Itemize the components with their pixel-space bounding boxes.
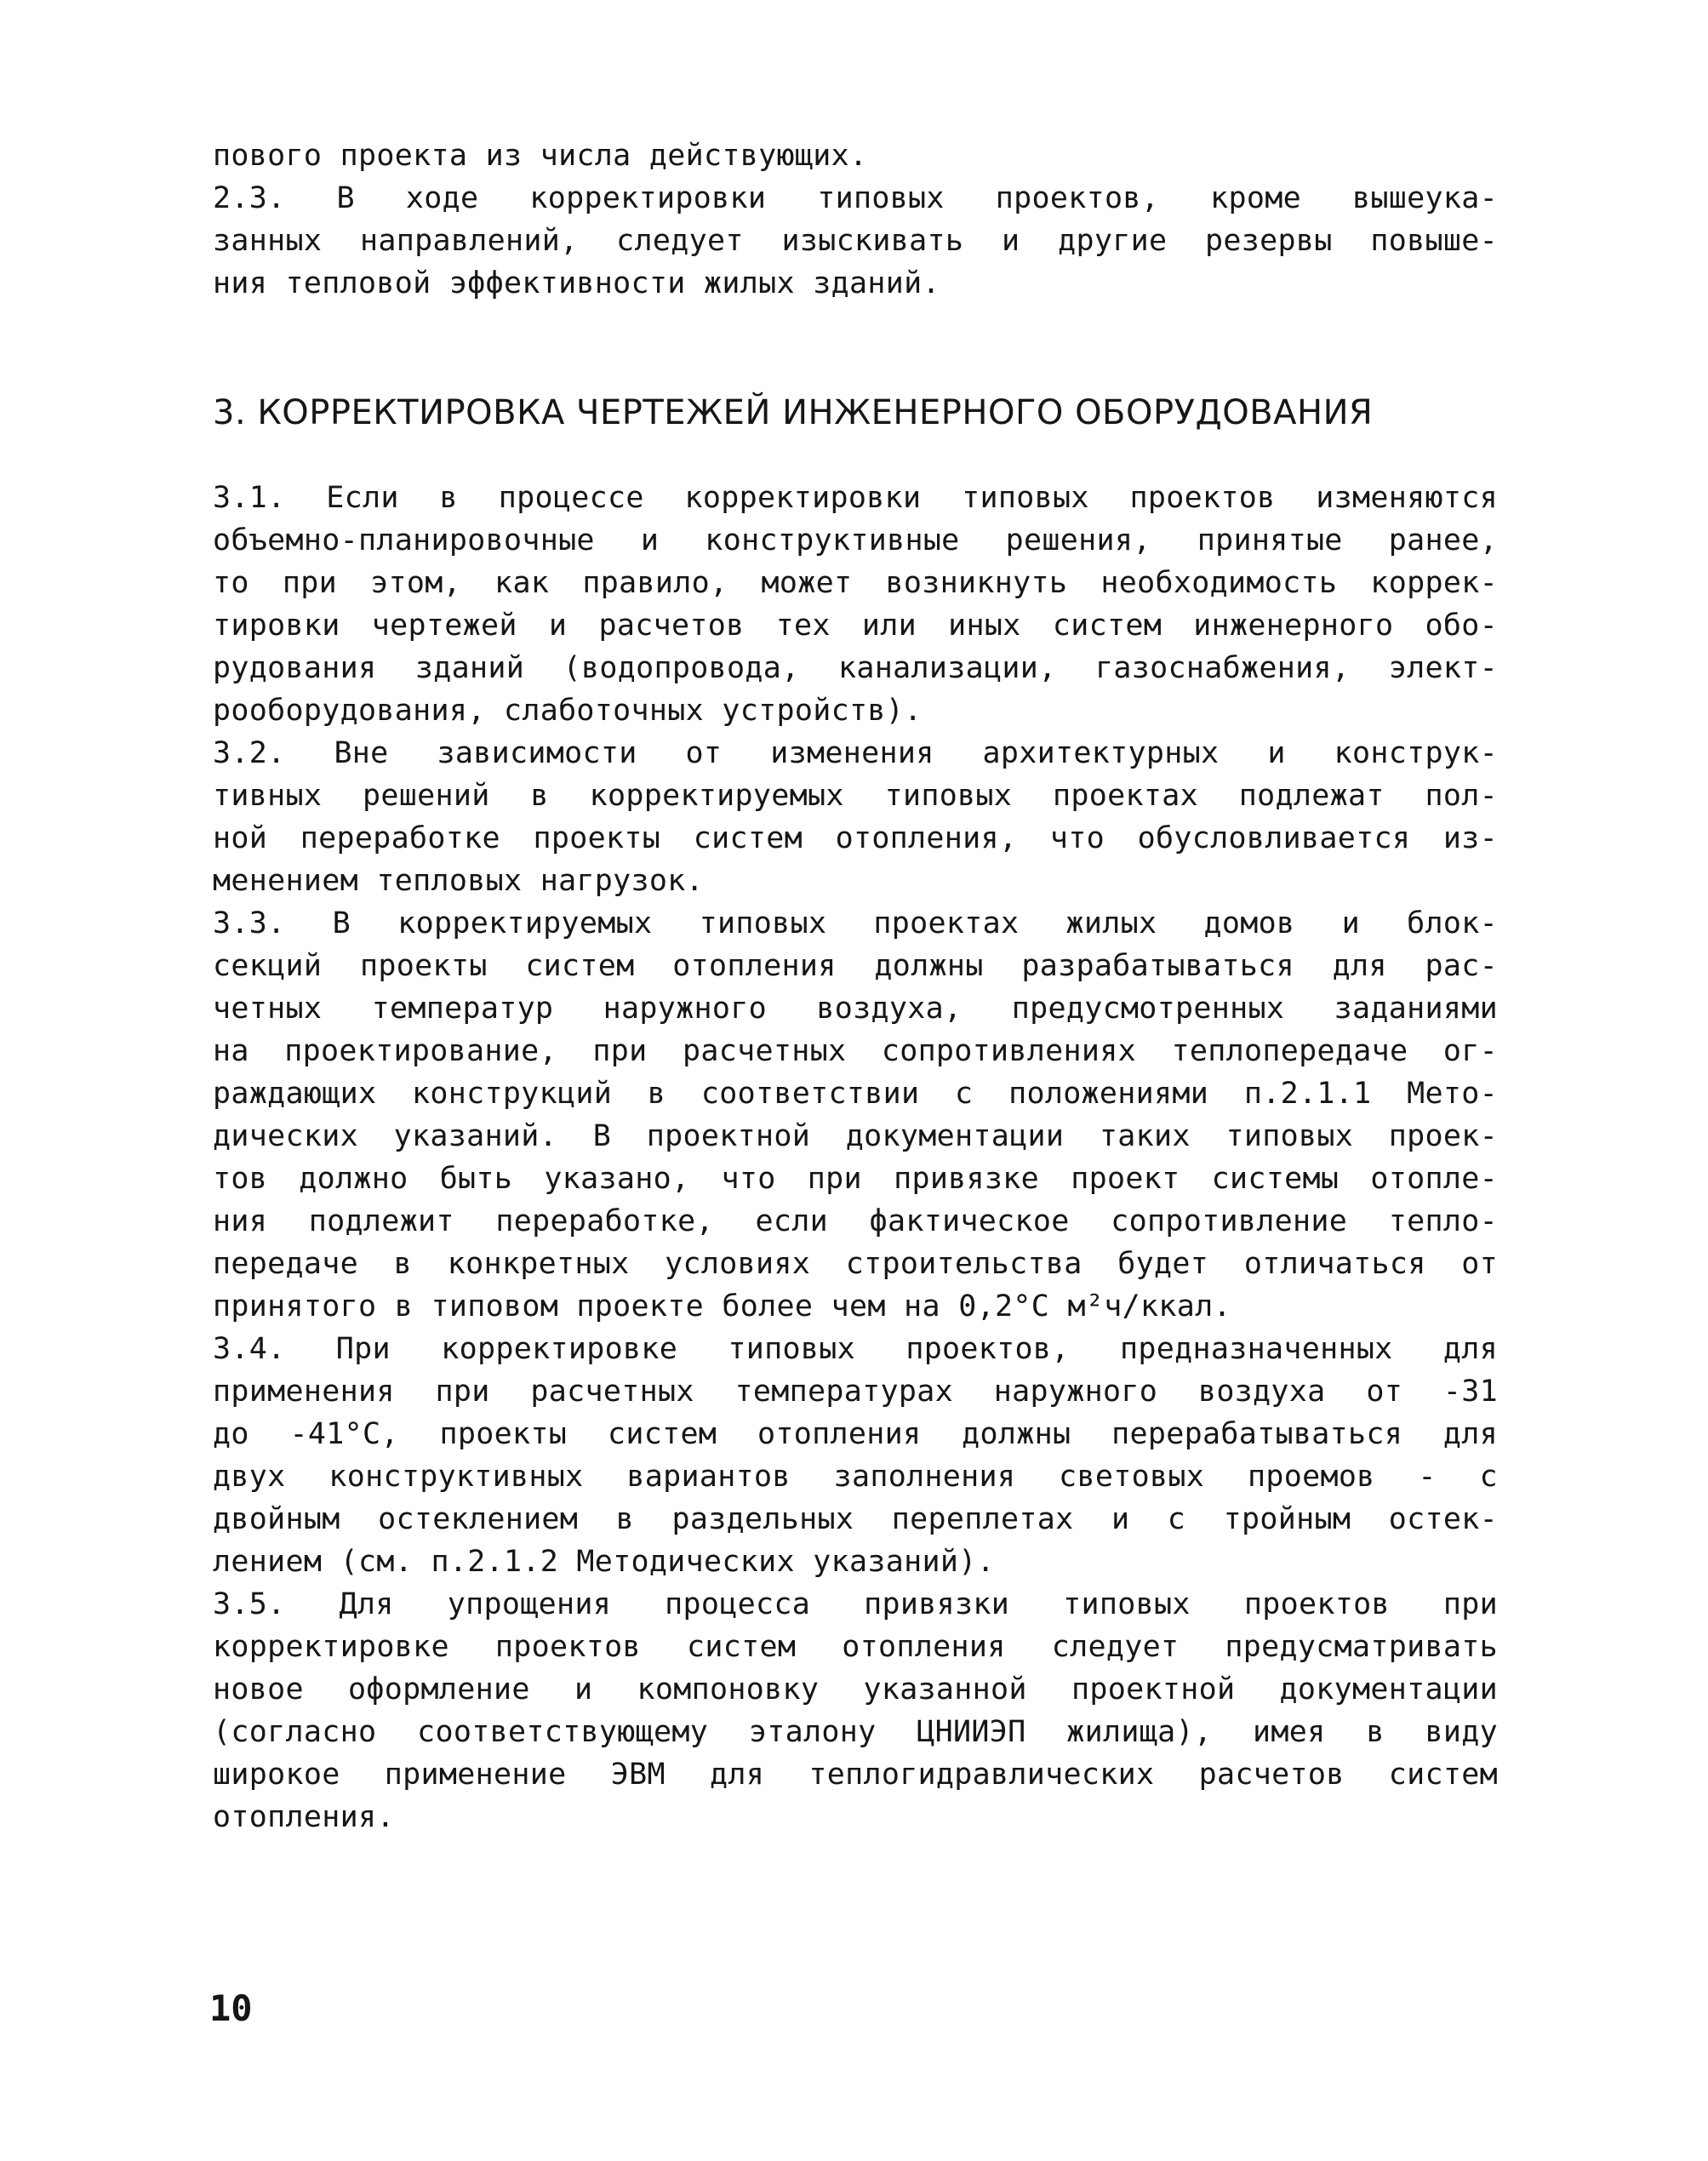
text-line: раждающих конструкций в соответствии с положениями п.2.1.1 Мето- (213, 1077, 1498, 1111)
text-line: принятого в типовом проекте более чем на 0,2°С м²ч/ккал. (213, 1289, 1231, 1323)
text-line: четных температур наружного воздуха, предусмотренных заданиями (213, 992, 1498, 1026)
text-line: применения при расчетных температурах наружного воздуха от -31 (213, 1375, 1498, 1409)
text-line: рооборудования, слаботочных устройств). (213, 694, 923, 728)
text-line: ной переработке проекты систем отопления, что обусловливается из- (213, 821, 1498, 855)
text-line: 3.5. Для упрощения процесса привязки типовых проектов при (213, 1587, 1498, 1621)
text-line: дических указаний. В проектной документации таких типовых проек- (213, 1119, 1498, 1153)
text-line: менением тепловых нагрузок. (213, 864, 705, 898)
text-line: передаче в конкретных условиях строительства будет отличаться от (213, 1247, 1498, 1281)
text-line: то при этом, как правило, может возникнуть необходимость коррек- (213, 566, 1498, 600)
text-line: 3.3. В корректируемых типовых проектах жилых домов и блок- (213, 906, 1498, 940)
text-line: 3.1. Если в процессе корректировки типовых проектов изменяются (213, 481, 1498, 515)
text-line: на проектирование, при расчетных сопротивлениях теплопередаче ог- (213, 1034, 1498, 1068)
text-line: рудования зданий (водопровода, канализации, газоснабжения, элект- (213, 651, 1498, 685)
section-3-heading: 3. КОРРЕКТИРОВКА ЧЕРТЕЖЕЙ ИНЖЕНЕРНОГО ОБОРУДОВАНИЯ (213, 393, 1374, 432)
text-line: двух конструктивных вариантов заполнения световых проемов - с (213, 1460, 1498, 1494)
text-line: до -41°С, проекты систем отопления должны перерабатываться для (213, 1417, 1498, 1451)
text-line: пового проекта из числа действующих. (213, 139, 868, 173)
text-line: занных направлений, следует изыскивать и другие резервы повыше- (213, 224, 1498, 258)
text-line: новое оформление и компоновку указанной проектной документации (213, 1672, 1498, 1707)
text-line: 3.4. При корректировке типовых проектов, предназначенных для (213, 1332, 1498, 1366)
page-number: 10 (209, 1987, 253, 2029)
section-3-body (213, 477, 1498, 1838)
text-line: двойным остеклением в раздельных переплетах и с тройным остек- (213, 1502, 1498, 1536)
text-line: тивных решений в корректируемых типовых проектах подлежат пол- (213, 779, 1498, 813)
text-line: объемно-планировочные и конструктивные решения, принятые ранее, (213, 523, 1498, 557)
section-2-tail (213, 134, 1498, 305)
text-line: секций проекты систем отопления должны разрабатываться для рас- (213, 949, 1498, 983)
text-line: ния подлежит переработке, если фактическое сопротивление тепло- (213, 1204, 1498, 1238)
text-line: ния тепловой эффективности жилых зданий. (213, 266, 940, 300)
text-line: тировки чертежей и расчетов тех или иных систем инженерного обо- (213, 609, 1498, 643)
text-line: отопления. (213, 1800, 395, 1834)
text-line: тов должно быть указано, что при привязке проект системы отопле- (213, 1162, 1498, 1196)
text-line: корректировке проектов систем отопления следует предусматривать (213, 1630, 1498, 1664)
text-line: (согласно соответствующему эталону ЦНИИЭП жилища), имея в виду (213, 1715, 1498, 1749)
text-line: 2.3. В ходе корректировки типовых проектов, кроме вышеука- (213, 181, 1498, 215)
text-line: широкое применение ЭВМ для теплогидравлических расчетов систем (213, 1758, 1498, 1792)
text-line: 3.2. Вне зависимости от изменения архитектурных и конструк- (213, 736, 1498, 770)
text-line: лением (см. п.2.1.2 Методических указаний). (213, 1545, 995, 1579)
